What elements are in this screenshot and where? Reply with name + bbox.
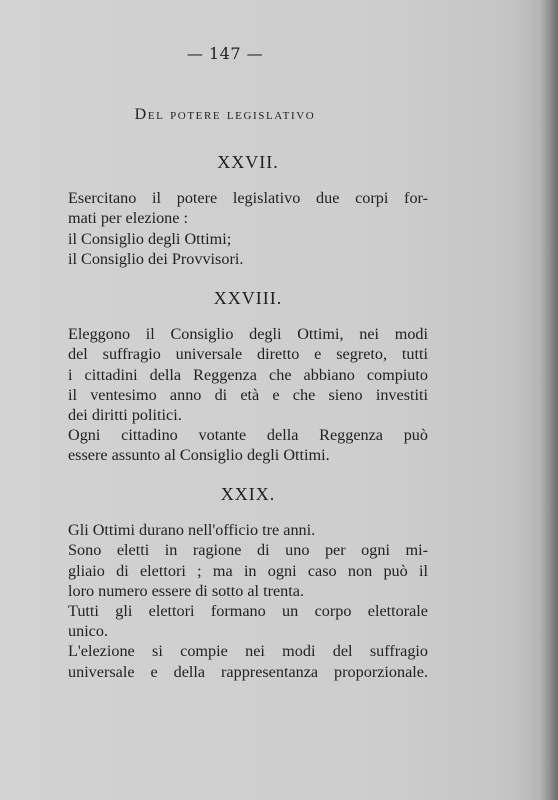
page-spine-shadow bbox=[540, 0, 558, 800]
article-line: il Consiglio degli Ottimi; bbox=[68, 229, 232, 248]
page-number: — 147 — bbox=[186, 44, 264, 63]
article-line: i cittadini della Reggenza che abbiano compiuto bbox=[68, 365, 428, 384]
article-line: Ogni cittadino votante della Reggenza può bbox=[68, 426, 428, 445]
article-line: Eleggono il Consiglio degli Ottimi, nei modi bbox=[68, 325, 428, 344]
article-line: unico. bbox=[68, 622, 109, 641]
article-number: XXVIII. bbox=[213, 288, 283, 308]
article-line: il Consiglio dei Provvisori. bbox=[68, 249, 244, 268]
article-xxvii bbox=[68, 152, 428, 269]
article-line: Gli Ottimi durano nell'officio tre anni. bbox=[68, 521, 316, 540]
article-line: mati per elezione : bbox=[68, 209, 188, 228]
article-line: Esercitano il potere legislativo due corpi for- bbox=[68, 189, 428, 208]
section-title: Del potere legislativo bbox=[134, 106, 316, 123]
article-line: essere assunto al Consiglio degli Ottimi. bbox=[68, 446, 330, 465]
article-line: Sono eletti in ragione di uno per ogni mi- bbox=[68, 541, 428, 560]
article-xxix bbox=[68, 484, 428, 682]
article-xxviii bbox=[68, 288, 428, 466]
article-number: XXIX. bbox=[220, 484, 276, 504]
article-number: XXVII. bbox=[217, 152, 279, 172]
article-line: gliaio di elettori ; ma in ogni caso non può il bbox=[68, 561, 428, 580]
article-line: dei diritti politici. bbox=[68, 406, 182, 425]
article-line: del suffragio universale diretto e segreto, tutti bbox=[68, 345, 428, 364]
article-line: universale e della rappresentanza proporzionale. bbox=[68, 662, 428, 681]
article-line: il ventesimo anno di età e che sieno investiti bbox=[68, 385, 428, 404]
article-line: Tutti gli elettori formano un corpo elettorale bbox=[68, 602, 428, 621]
article-line: loro numero essere di sotto al trenta. bbox=[68, 581, 304, 600]
article-line: L'elezione si compie nei modi del suffragio bbox=[68, 642, 428, 661]
